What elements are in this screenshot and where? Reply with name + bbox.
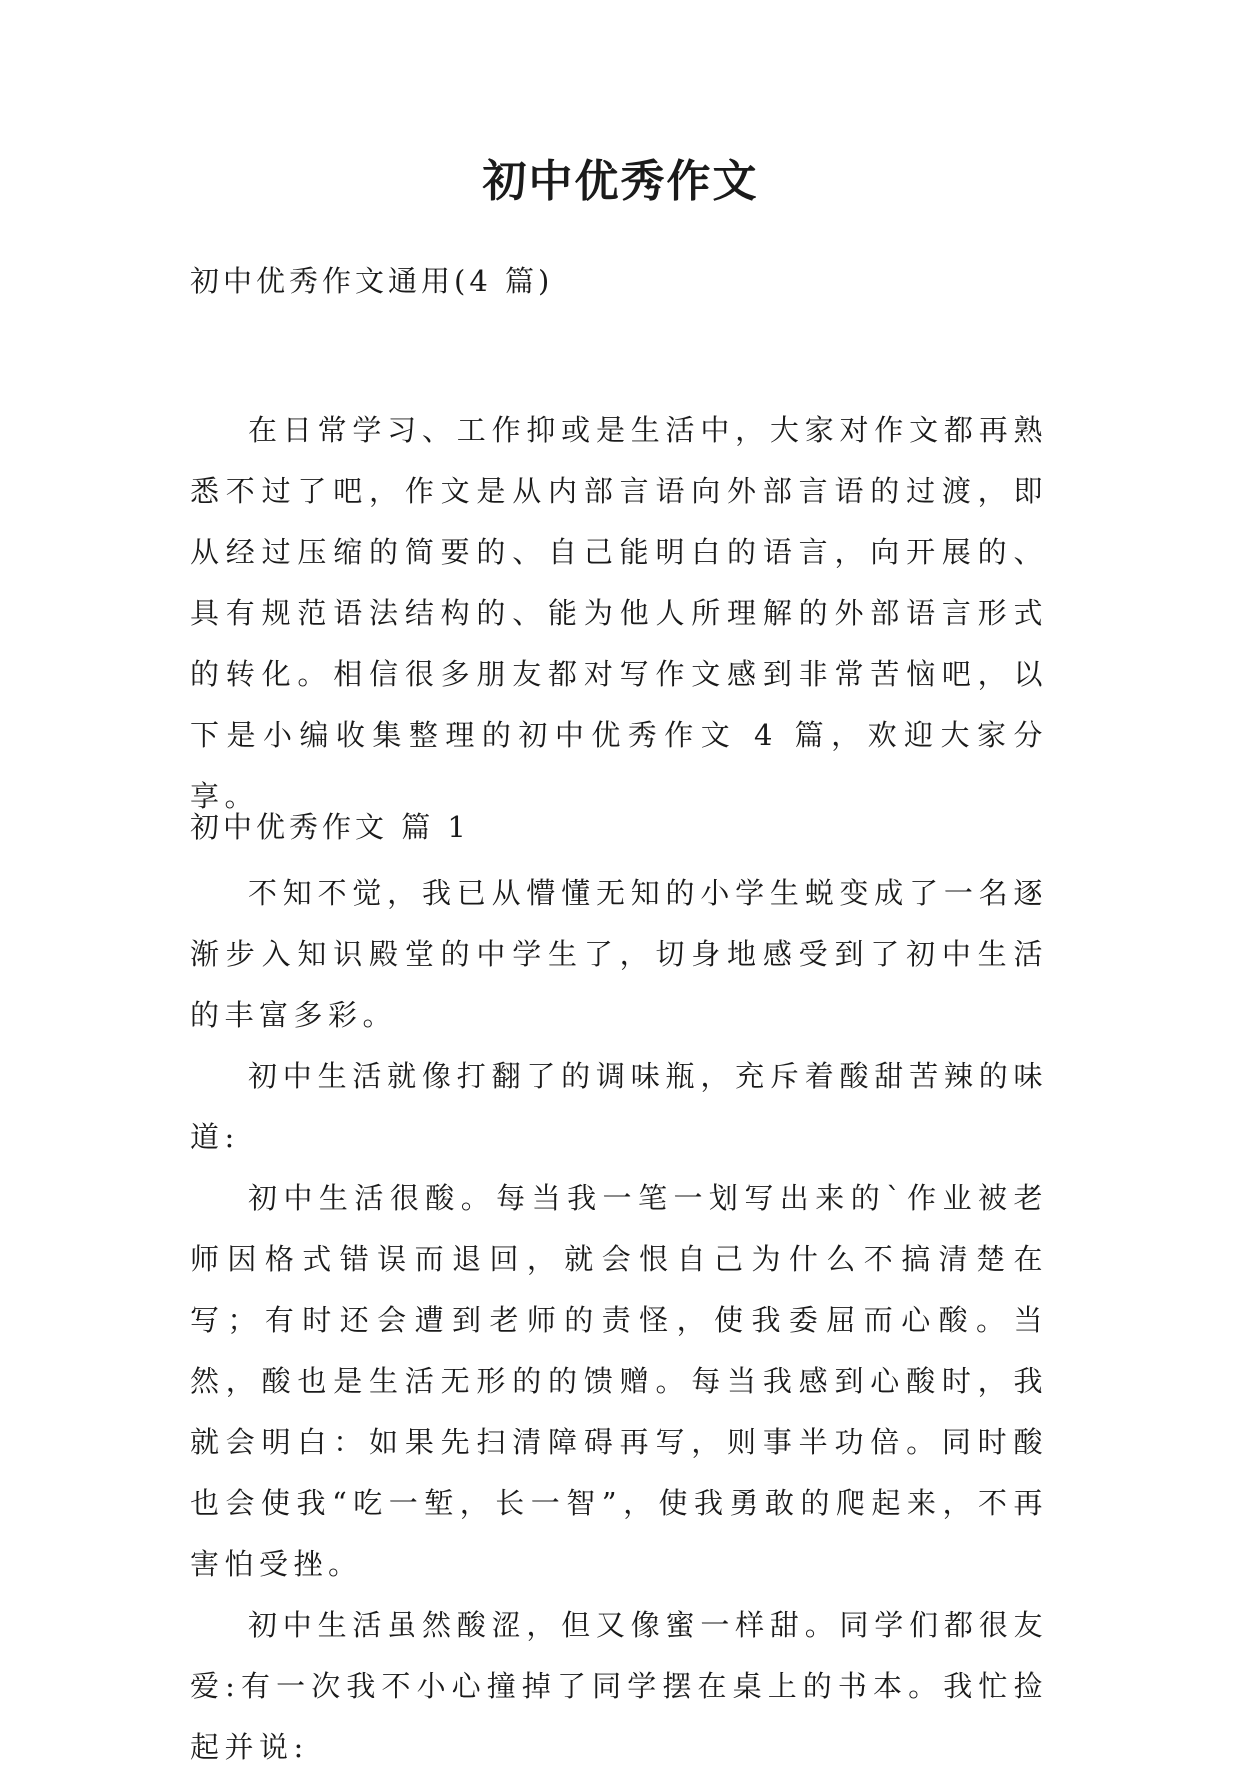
section-heading: 初中优秀作文 篇 1 xyxy=(190,810,470,844)
essay-paragraph: 初中生活很酸。每当我一笔一划写出来的`作业被老师因格式错误而退回，就会恨自己为什么不搞清楚在写；有时还会遭到老师的责怪，使我委屈而心酸。当然，酸也是生活无形的的馈赠。每当我感到心酸时，我就会明白：如果先扫清障碍再写，则事半功倍。同时酸也会使我“吃一堑，长一智”，使我勇敢的爬起来，不再害怕受挫。 xyxy=(190,1181,1048,1581)
intro-section xyxy=(190,400,1048,827)
intro-paragraph: 在日常学习、工作抑或是生活中，大家对作文都再熟悉不过了吧，作文是从内部言语向外部言语的过渡，即从经过压缩的简要的、自己能明白的语言，向开展的、具有规范语法结构的、能为他人所理解的外部语言形式的转化。相信很多朋友都对写作文感到非常苦恼吧，以下是小编收集整理的初中优秀作文 4 篇，欢迎大家分享。 xyxy=(190,413,1048,813)
essay-paragraph: 不知不觉，我已从懵懂无知的小学生蜕变成了一名逐渐步入知识殿堂的中学生了，切身地感受到了初中生活的丰富多彩。 xyxy=(190,876,1048,1032)
essay-paragraph: 初中生活虽然酸涩，但又像蜜一样甜。同学们都很友爱:有一次我不小心撞掉了同学摆在桌上的书本。我忙捡起并说: xyxy=(190,1608,1048,1764)
essay-body xyxy=(190,863,1048,1778)
document-title: 初中优秀作文 xyxy=(482,156,759,207)
document-subtitle: 初中优秀作文通用(4 篇) xyxy=(190,264,554,298)
essay-paragraph: 初中生活就像打翻了的调味瓶，充斥着酸甜苦辣的味道: xyxy=(190,1059,1048,1154)
